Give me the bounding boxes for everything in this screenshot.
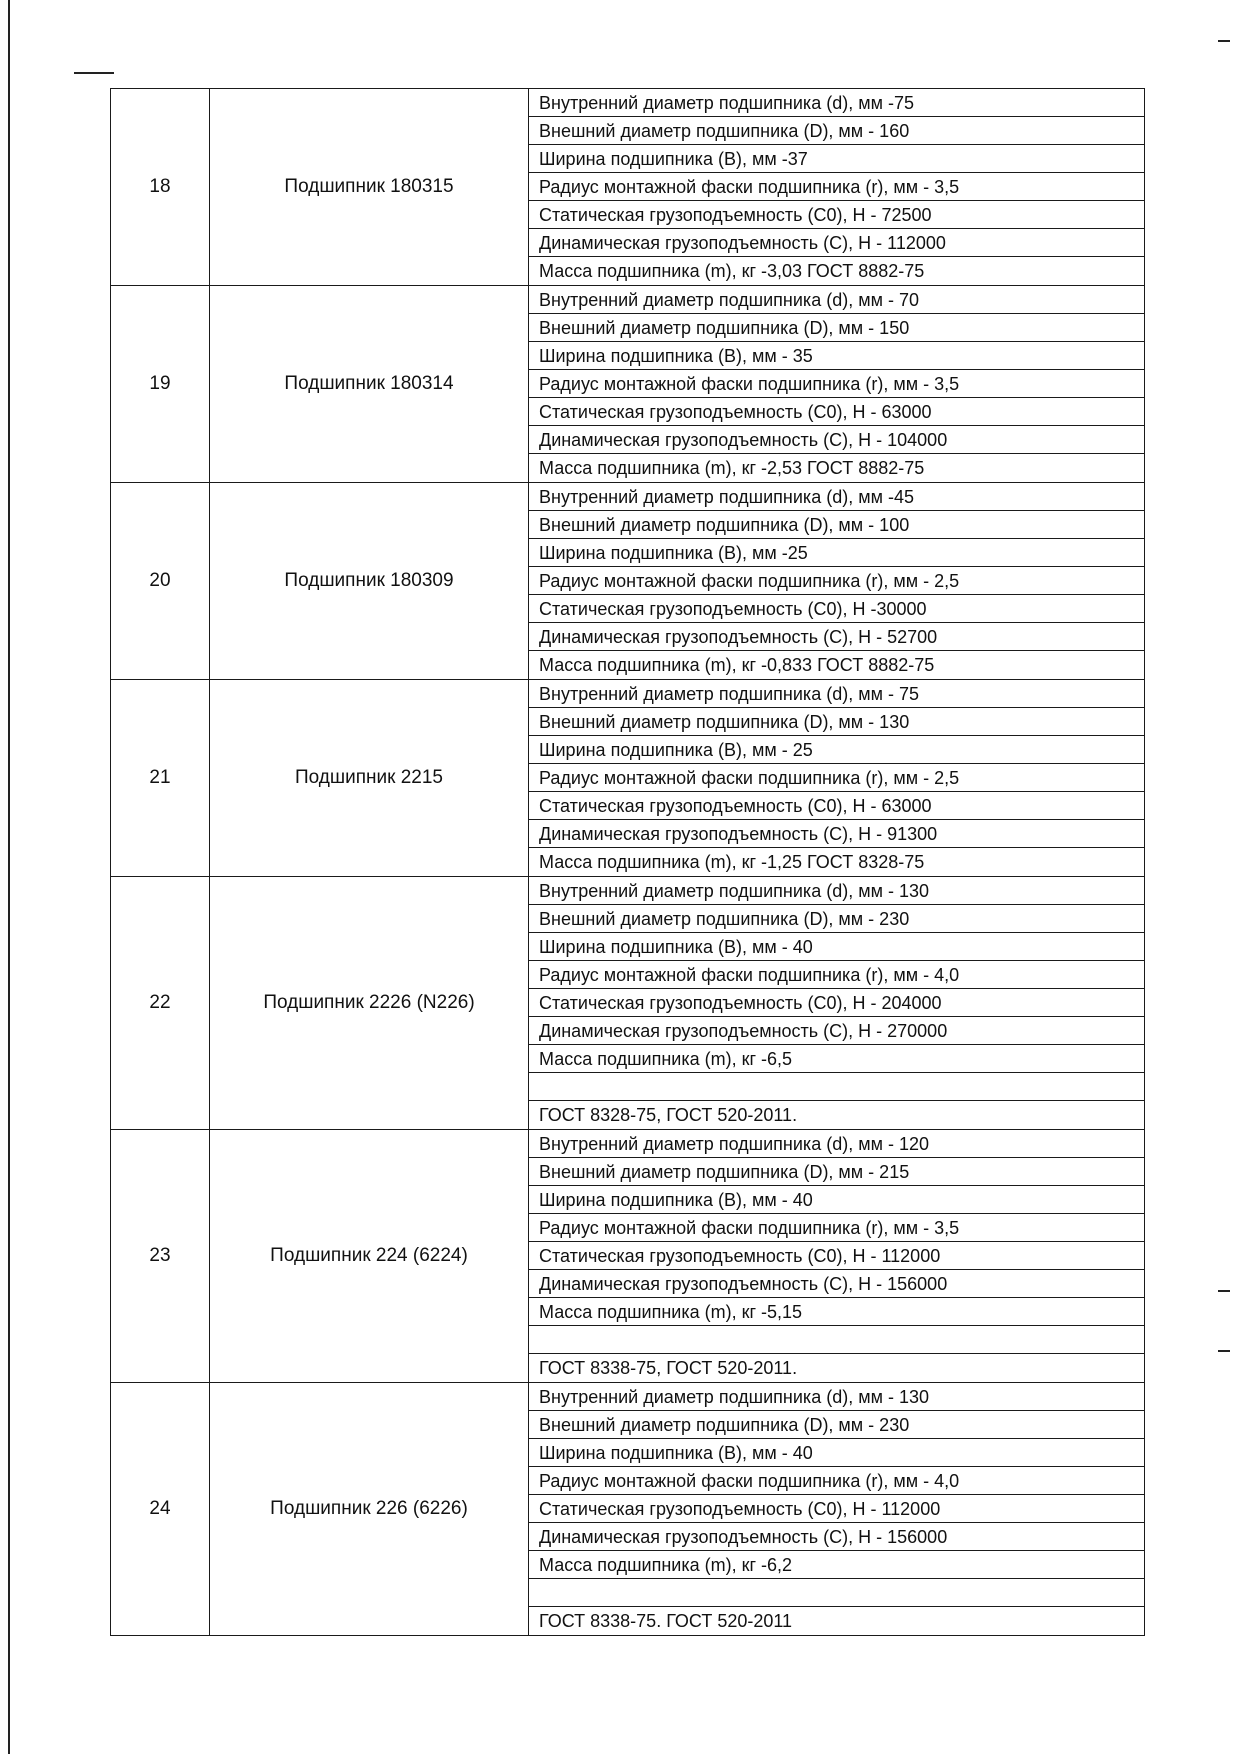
spec-line: Статическая грузоподъемность (C0), Н - 63000 [529,792,1144,820]
item-number: 23 [111,1130,210,1383]
spec-line: Радиус монтажной фаски подшипника (r), мм - 2,5 [529,567,1144,595]
spec-line: Внешний диаметр подшипника (D), мм - 215 [529,1158,1144,1186]
spec-line: Ширина подшипника (B), мм - 25 [529,736,1144,764]
scan-edge-line [8,0,10,1754]
item-specs [529,877,1145,1130]
scan-edge-tick [1218,1350,1230,1352]
spec-line: Динамическая грузоподъемность (C), Н - 156000 [529,1523,1144,1551]
spec-line: Статическая грузоподъемность (C0), Н - 112000 [529,1242,1144,1270]
spec-line: Масса подшипника (m), кг -6,2 [529,1551,1144,1579]
item-name: Подшипник 224 (6224) [210,1130,529,1383]
table-row [111,483,1145,680]
spec-line: Внешний диаметр подшипника (D), мм - 150 [529,314,1144,342]
table-row [111,1130,1145,1383]
bearing-spec-table [110,88,1145,1636]
table-row [111,1383,1145,1636]
spec-line: Внутренний диаметр подшипника (d), мм - 70 [529,286,1144,314]
spec-line: Статическая грузоподъемность (C0), Н - 204000 [529,989,1144,1017]
spec-line: Внешний диаметр подшипника (D), мм - 160 [529,117,1144,145]
spec-line: Масса подшипника (m), кг -0,833 ГОСТ 8882-75 [539,655,935,675]
table-row [111,286,1145,483]
spec-line: Динамическая грузоподъемность (C), Н - 91300 [529,820,1144,848]
item-number: 21 [111,680,210,877]
spec-line: Внутренний диаметр подшипника (d), мм -75 [529,89,1144,117]
item-specs [529,286,1145,483]
spec-line: Масса подшипника (m), кг -6,5 [529,1045,1144,1073]
scan-edge-tick [1218,40,1230,42]
spec-line: Внутренний диаметр подшипника (d), мм - 75 [529,680,1144,708]
item-specs [529,89,1145,286]
scan-dash-mark [74,72,114,74]
spec-line: Внутренний диаметр подшипника (d), мм - 120 [529,1130,1144,1158]
item-number: 19 [111,286,210,483]
item-specs [529,680,1145,877]
table-body [111,89,1145,1636]
table-row [111,89,1145,286]
item-number: 18 [111,89,210,286]
spec-line: Масса подшипника (m), кг -5,15 [529,1298,1144,1326]
spec-line: Внешний диаметр подшипника (D), мм - 100 [529,511,1144,539]
item-name: Подшипник 180315 [210,89,529,286]
spec-line: Внутренний диаметр подшипника (d), мм - 130 [529,877,1144,905]
spec-line: Внешний диаметр подшипника (D), мм - 130 [529,708,1144,736]
spec-line: Масса подшипника (m), кг -3,03 ГОСТ 8882-75 [539,261,925,281]
spec-line: Внешний диаметр подшипника (D), мм - 230 [529,905,1144,933]
spec-line: Ширина подшипника (B), мм - 40 [529,1186,1144,1214]
spec-line: Динамическая грузоподъемность (C), Н - 270000 [529,1017,1144,1045]
spec-line: Масса подшипника (m), кг -2,53 ГОСТ 8882-75 [539,458,925,478]
spec-line: Масса подшипника (m), кг -1,25 ГОСТ 8328-75 [539,852,925,872]
spec-line: Радиус монтажной фаски подшипника (r), мм - 3,5 [529,370,1144,398]
spec-line: Ширина подшипника (B), мм -37 [529,145,1144,173]
item-specs [529,1383,1145,1636]
item-name: Подшипник 180309 [210,483,529,680]
item-name: Подшипник 226 (6226) [210,1383,529,1636]
spec-line: Ширина подшипника (B), мм - 35 [529,342,1144,370]
spec-line: Динамическая грузоподъемность (C), Н - 156000 [529,1270,1144,1298]
spec-line: Статическая грузоподъемность (C0), Н -30000 [529,595,1144,623]
spec-line: Ширина подшипника (B), мм - 40 [529,933,1144,961]
scan-edge-tick [1218,1290,1230,1292]
spec-line: Ширина подшипника (B), мм -25 [529,539,1144,567]
spec-line: ГОСТ 8338-75. ГОСТ 520-2011 [539,1611,793,1631]
spec-line: Радиус монтажной фаски подшипника (r), мм - 4,0 [529,1467,1144,1495]
spec-line: Радиус монтажной фаски подшипника (r), мм - 4,0 [529,961,1144,989]
spec-line [529,1326,1144,1354]
spec-line: Статическая грузоподъемность (C0), Н - 112000 [529,1495,1144,1523]
spec-line: Статическая грузоподъемность (C0), Н - 72500 [529,201,1144,229]
item-name: Подшипник 180314 [210,286,529,483]
spec-line: Радиус монтажной фаски подшипника (r), мм - 3,5 [529,1214,1144,1242]
spec-line: Ширина подшипника (B), мм - 40 [529,1439,1144,1467]
spec-line: Внутренний диаметр подшипника (d), мм -45 [529,483,1144,511]
spec-line: Внешний диаметр подшипника (D), мм - 230 [529,1411,1144,1439]
item-specs [529,483,1145,680]
item-name: Подшипник 2226 (N226) [210,877,529,1130]
item-number: 20 [111,483,210,680]
spec-line: Радиус монтажной фаски подшипника (r), мм - 3,5 [529,173,1144,201]
spec-line: Радиус монтажной фаски подшипника (r), мм - 2,5 [529,764,1144,792]
spec-line: Внутренний диаметр подшипника (d), мм - 130 [529,1383,1144,1411]
spec-line: Динамическая грузоподъемность (C), Н - 52700 [529,623,1144,651]
item-specs [529,1130,1145,1383]
item-number: 22 [111,877,210,1130]
spec-line: ГОСТ 8338-75, ГОСТ 520-2011. [539,1358,798,1378]
spec-line: ГОСТ 8328-75, ГОСТ 520-2011. [539,1105,798,1125]
spec-line [529,1579,1144,1607]
item-name: Подшипник 2215 [210,680,529,877]
spec-line: Динамическая грузоподъемность (C), Н - 104000 [529,426,1144,454]
spec-line: Статическая грузоподъемность (C0), Н - 63000 [529,398,1144,426]
table-row [111,680,1145,877]
table-row [111,877,1145,1130]
spec-line: Динамическая грузоподъемность (C), Н - 112000 [529,229,1144,257]
item-number: 24 [111,1383,210,1636]
spec-line [529,1073,1144,1101]
